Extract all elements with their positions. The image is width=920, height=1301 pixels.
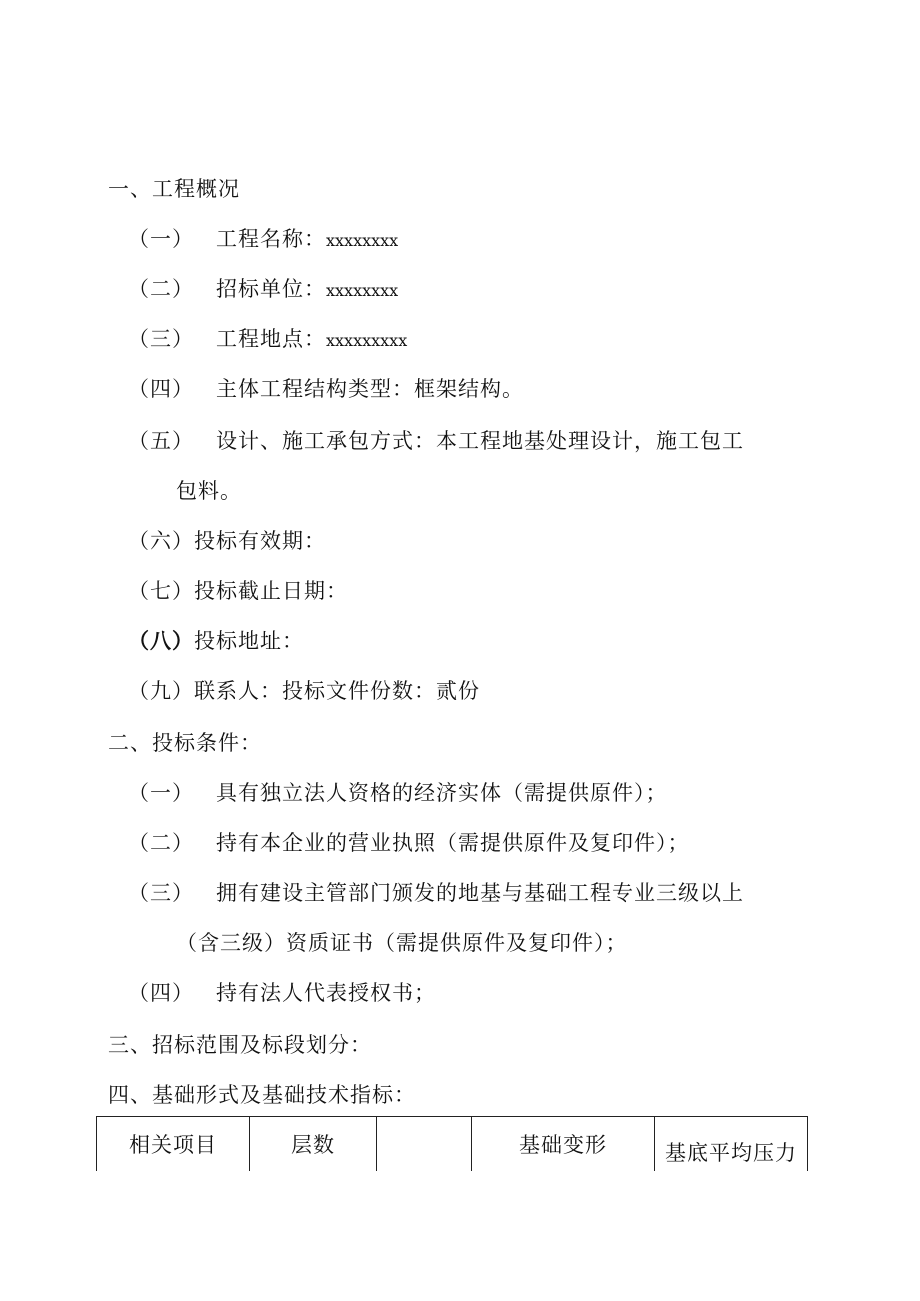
item-number: （二） bbox=[128, 831, 194, 855]
item-label: 设计、施工承包方式：本工程地基处理设计，施工包工 bbox=[216, 429, 744, 453]
item-label: 投标地址： bbox=[194, 629, 304, 653]
item-label: 投标截止日期： bbox=[194, 579, 348, 603]
item-number: （三） bbox=[128, 881, 194, 905]
item-value: xxxxxxxxx bbox=[326, 331, 408, 350]
item-text: 具有独立法人资格的经济实体（需提供原件）； bbox=[216, 781, 668, 805]
item-text: 拥有建设主管部门颁发的地基与基础工程专业三级以上 bbox=[216, 881, 744, 905]
section-2-heading: 二、投标条件： bbox=[108, 731, 262, 755]
overview-item-7 bbox=[128, 578, 348, 604]
overview-item-6 bbox=[128, 528, 326, 554]
item-text: 持有法人代表授权书； bbox=[216, 981, 436, 1005]
item-label: 投标有效期： bbox=[194, 529, 326, 553]
item-label: 主体工程结构类型：框架结构。 bbox=[216, 377, 524, 401]
item-number: （四） bbox=[128, 981, 194, 1005]
item-value: xxxxxxxx bbox=[326, 281, 399, 300]
overview-item-9 bbox=[128, 678, 480, 704]
item-number: （六） bbox=[128, 529, 194, 553]
section-4-heading: 四、基础形式及基础技术指标： bbox=[108, 1083, 416, 1107]
section-3-heading: 三、招标范围及标段划分： bbox=[108, 1033, 372, 1057]
item-number: （九） bbox=[128, 679, 194, 703]
overview-item-5-continuation: 包料。 bbox=[176, 479, 242, 503]
item-number: （一） bbox=[128, 227, 194, 251]
item-number: （四） bbox=[128, 377, 194, 401]
condition-item-4 bbox=[128, 980, 436, 1006]
item-number: （三） bbox=[128, 327, 194, 351]
overview-item-1 bbox=[128, 226, 398, 254]
item-label: 工程名称： bbox=[216, 227, 326, 251]
condition-item-1 bbox=[128, 780, 668, 806]
table-header-cell: 基础变形 bbox=[472, 1117, 655, 1172]
condition-item-3 bbox=[128, 880, 744, 906]
overview-item-5 bbox=[128, 428, 744, 454]
overview-item-8 bbox=[128, 628, 304, 654]
overview-item-3 bbox=[128, 326, 407, 354]
condition-item-3-continuation: （含三级）资质证书（需提供原件及复印件）； bbox=[176, 931, 628, 955]
condition-item-2 bbox=[128, 830, 690, 856]
table-header-row bbox=[97, 1117, 808, 1172]
table-header-cell bbox=[377, 1117, 472, 1172]
item-number: （五） bbox=[128, 429, 194, 453]
table-header-cell: 基底平均压力 bbox=[655, 1117, 808, 1172]
item-label: 工程地点： bbox=[216, 327, 326, 351]
item-label: 招标单位： bbox=[216, 277, 326, 301]
overview-item-4 bbox=[128, 376, 524, 402]
item-number: （七） bbox=[128, 579, 194, 603]
item-number: （八） bbox=[128, 628, 194, 653]
item-number: （一） bbox=[128, 781, 194, 805]
section-1-heading: 一、工程概况 bbox=[108, 177, 240, 201]
table-header-cell: 相关项目 bbox=[97, 1117, 250, 1172]
item-label: 联系人：投标文件份数：贰份 bbox=[194, 679, 480, 703]
item-text: 持有本企业的营业执照（需提供原件及复印件）； bbox=[216, 831, 690, 855]
table-header-cell: 层数 bbox=[250, 1117, 377, 1172]
foundation-table bbox=[96, 1116, 808, 1171]
item-number: （二） bbox=[128, 277, 194, 301]
item-value: xxxxxxxx bbox=[326, 231, 399, 250]
overview-item-2 bbox=[128, 276, 398, 304]
